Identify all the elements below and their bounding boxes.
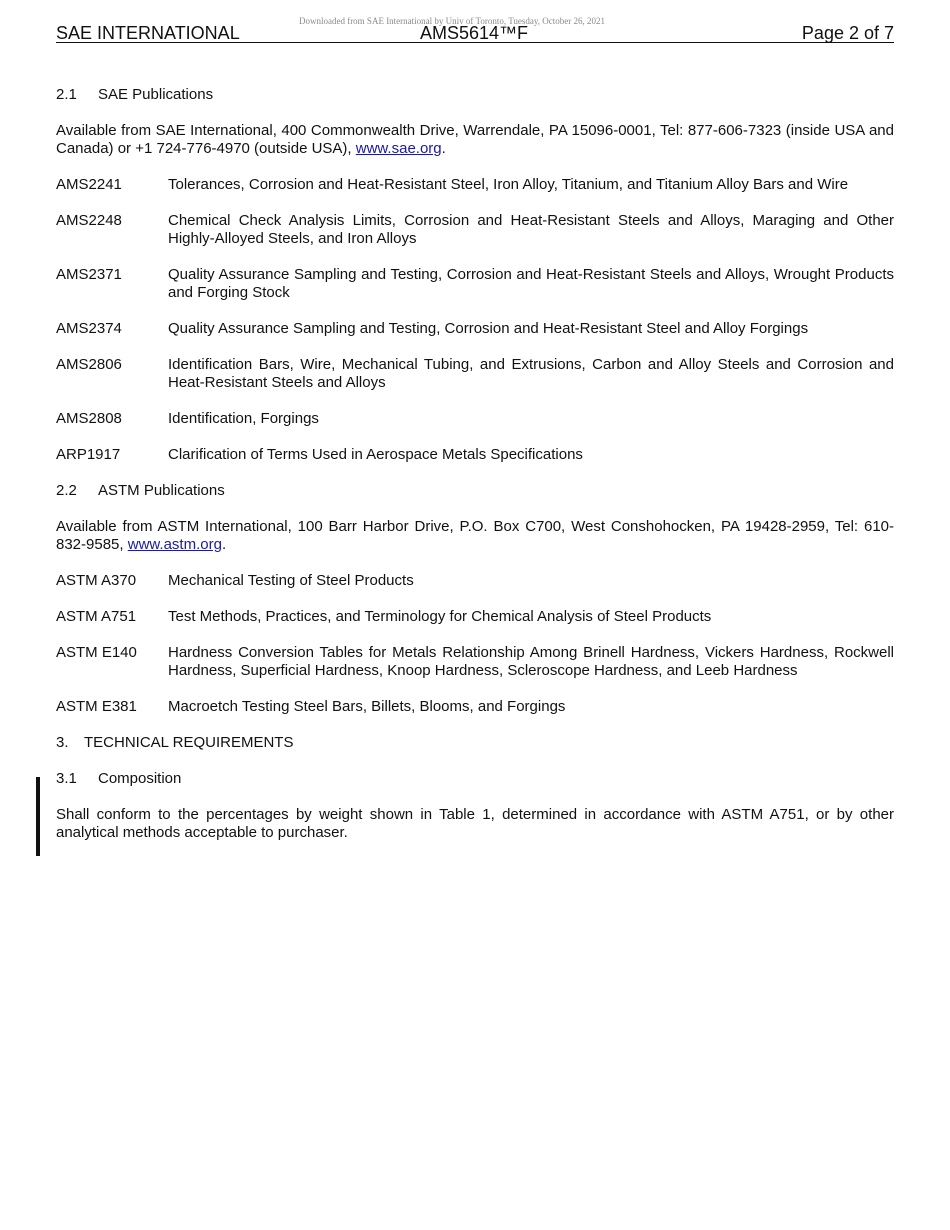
reference-code: AMS2374 bbox=[56, 320, 122, 337]
page-header bbox=[56, 23, 894, 43]
reference-title: Mechanical Testing of Steel Products bbox=[168, 572, 414, 589]
reference-title: Quality Assurance Sampling and Testing, Corrosion and Heat-Resistant Steel and Alloy Forgings bbox=[168, 320, 809, 337]
astm-availability-text: Available from ASTM International, 100 Barr Harbor Drive, P.O. Box C700, West Conshohocken, PA 19428-2959, Tel: 610-832-9585, bbox=[56, 518, 894, 553]
reference-ams2806 bbox=[56, 356, 894, 392]
reference-code: AMS2371 bbox=[56, 266, 122, 283]
section-title: ASTM Publications bbox=[98, 482, 225, 499]
reference-code: ASTM E381 bbox=[56, 698, 137, 715]
astm-availability-paragraph: Available from ASTM International, 100 Barr Harbor Drive, P.O. Box C700, West Conshohocken, PA 19428-2959, Tel: 610-832-9585, www.astm.org. bbox=[56, 518, 894, 553]
reference-title: Quality Assurance Sampling and Testing, Corrosion and Heat-Resistant Steels and Alloys, Wrought Products and Forging Stock bbox=[168, 266, 894, 301]
section-number: 2.2 bbox=[56, 482, 77, 499]
section-title: SAE Publications bbox=[98, 86, 214, 103]
document-body bbox=[56, 86, 894, 860]
reference-code: ASTM A370 bbox=[56, 572, 137, 589]
reference-ams2241 bbox=[56, 176, 894, 194]
section-2-2-heading bbox=[56, 482, 894, 500]
reference-title: Hardness Conversion Tables for Metals Relationship Among Brinell Hardness, Vickers Hardness, Rockwell Hardness, Superficial Hardness, Knoop Hardness, Scleroscope Hardness, and Leeb Hardness bbox=[168, 644, 894, 679]
sae-availability-paragraph: Available from SAE International, 400 Commonwealth Drive, Warrendale, PA 15096-0001, Tel: 877-606-7323 (inside USA and Canada) or +1 724-776-4970 (outside USA), www.sae.org. bbox=[56, 122, 894, 157]
section-title: TECHNICAL REQUIREMENTS bbox=[84, 734, 294, 751]
reference-ams2248 bbox=[56, 212, 894, 248]
section-title: Composition bbox=[98, 770, 182, 787]
reference-ams2371 bbox=[56, 266, 894, 302]
reference-title: Identification, Forgings bbox=[168, 410, 319, 427]
reference-arp1917 bbox=[56, 446, 894, 464]
reference-title: Clarification of Terms Used in Aerospace Metals Specifications bbox=[168, 446, 583, 463]
section-number: 3.1 bbox=[56, 770, 77, 787]
astm-website-link[interactable]: www.astm.org bbox=[127, 536, 222, 553]
download-watermark: Downloaded from SAE International by Univ of Toronto, Tuesday, October 26, 2021 bbox=[298, 16, 606, 26]
reference-astm-a370 bbox=[56, 572, 894, 590]
reference-code: AMS2806 bbox=[56, 356, 122, 373]
header-page-number: Page 2 of 7 bbox=[801, 23, 894, 43]
reference-astm-a751 bbox=[56, 608, 894, 626]
sae-website-link[interactable]: www.sae.org bbox=[355, 140, 442, 157]
reference-title: Macroetch Testing Steel Bars, Billets, Blooms, and Forgings bbox=[168, 698, 566, 715]
section-3-1-heading bbox=[56, 770, 894, 788]
section-3-heading bbox=[56, 734, 894, 752]
reference-title: Chemical Check Analysis Limits, Corrosion and Heat-Resistant Steels and Alloys, Maraging and Other Highly-Alloyed Steels, and Iron Alloys bbox=[168, 212, 894, 247]
reference-title: Tolerances, Corrosion and Heat-Resistant Steel, Iron Alloy, Titanium, and Titanium Alloy Bars and Wire bbox=[168, 176, 849, 193]
reference-code: ASTM E140 bbox=[56, 644, 137, 661]
reference-code: AMS2248 bbox=[56, 212, 122, 229]
revision-change-bar bbox=[36, 777, 40, 856]
reference-title: Test Methods, Practices, and Terminology for Chemical Analysis of Steel Products bbox=[168, 608, 712, 625]
reference-code: ASTM A751 bbox=[56, 608, 137, 625]
reference-code: AMS2241 bbox=[56, 176, 122, 193]
reference-ams2808 bbox=[56, 410, 894, 428]
reference-ams2374 bbox=[56, 320, 894, 338]
section-number: 2.1 bbox=[56, 86, 77, 103]
reference-code: AMS2808 bbox=[56, 410, 122, 427]
section-2-1-heading bbox=[56, 86, 894, 104]
section-number: 3. bbox=[56, 734, 69, 751]
header-org: SAE INTERNATIONAL bbox=[56, 23, 240, 43]
reference-code: ARP1917 bbox=[56, 446, 121, 463]
composition-paragraph: Shall conform to the percentages by weight shown in Table 1, determined in accordance with ASTM A751, or by other analytical methods acceptable to purchaser. bbox=[56, 806, 894, 841]
reference-title: Identification Bars, Wire, Mechanical Tubing, and Extrusions, Carbon and Alloy Steels and Corrosion and Heat-Resistant Steels and Alloys bbox=[168, 356, 894, 391]
sae-availability-text: Available from SAE International, 400 Commonwealth Drive, Warrendale, PA 15096-0001, Tel: 877-606-7323 (inside USA and Canada) or +1 724-776-4970 (outside USA), bbox=[56, 122, 894, 157]
reference-astm-e381 bbox=[56, 698, 894, 716]
header-doc-id: AMS5614™F bbox=[420, 23, 529, 43]
reference-astm-e140 bbox=[56, 644, 894, 680]
